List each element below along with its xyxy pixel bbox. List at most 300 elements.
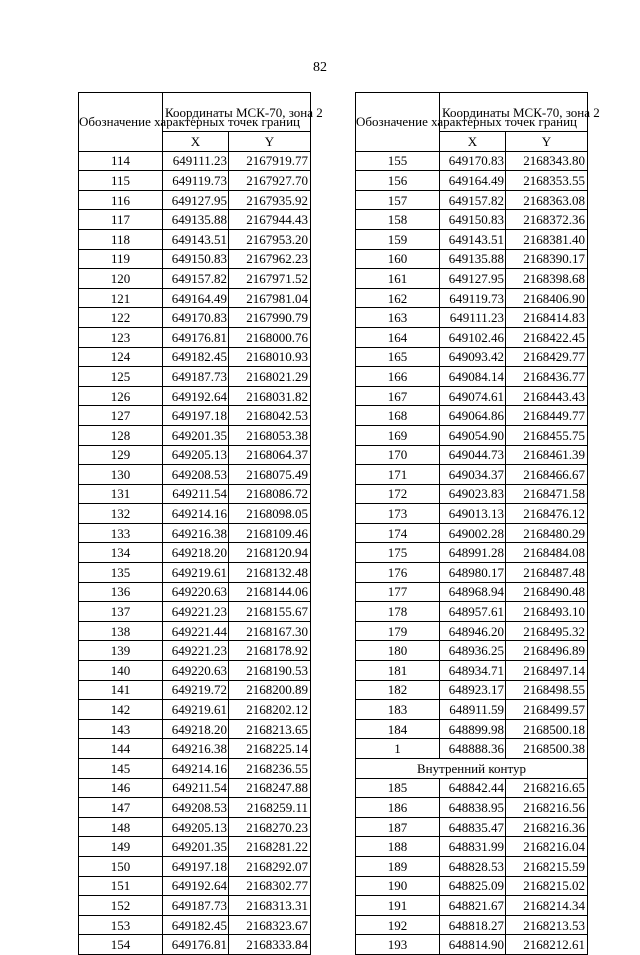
point-id-cell: 191 [356,896,440,916]
point-id-cell: 128 [79,425,163,445]
y-coordinate-cell: 2168490.48 [506,582,588,602]
x-coordinate-cell: 648821.67 [440,896,506,916]
table-row [356,778,588,798]
y-coordinate-cell: 2168466.67 [506,465,588,485]
x-coordinate-cell: 648946.20 [440,621,506,641]
x-coordinate-cell: 649127.95 [163,190,229,210]
x-coordinate-cell: 649221.23 [163,602,229,622]
table-row [79,269,311,289]
table-row [356,661,588,681]
point-id-cell: 179 [356,621,440,641]
table-row [79,661,311,681]
point-id-cell: 166 [356,367,440,387]
x-coordinate-cell: 649220.63 [163,661,229,681]
y-coordinate-cell: 2168190.53 [229,661,311,681]
table-row [79,798,311,818]
table-row [356,190,588,210]
point-id-cell: 142 [79,700,163,720]
table-row [79,445,311,465]
table-row [356,445,588,465]
x-coordinate-cell: 649002.28 [440,523,506,543]
x-coordinate-cell: 649084.14 [440,367,506,387]
table-row [356,327,588,347]
point-id-column-header: Обозначение характерных точек границ [356,93,440,152]
y-coordinate-cell: 2168132.48 [229,563,311,583]
x-column-header: X [440,132,506,152]
y-coordinate-cell: 2168216.36 [506,817,588,837]
point-id-cell: 189 [356,856,440,876]
x-coordinate-cell: 649218.20 [163,543,229,563]
y-coordinate-cell: 2168010.93 [229,347,311,367]
point-id-cell: 136 [79,582,163,602]
y-coordinate-cell: 2168497.14 [506,661,588,681]
point-id-cell: 167 [356,386,440,406]
point-id-cell: 127 [79,406,163,426]
table-row [356,347,588,367]
y-coordinate-cell: 2168343.80 [506,151,588,171]
y-coordinate-cell: 2168021.29 [229,367,311,387]
table-body-left [79,151,311,954]
x-coordinate-cell: 648936.25 [440,641,506,661]
table-row [356,621,588,641]
point-id-cell: 126 [79,386,163,406]
point-id-cell: 145 [79,759,163,779]
y-coordinate-cell: 2168259.11 [229,798,311,818]
x-coordinate-cell: 649218.20 [163,719,229,739]
y-coordinate-cell: 2168216.56 [506,798,588,818]
x-coordinate-cell: 649220.63 [163,582,229,602]
x-coordinate-cell: 649176.81 [163,327,229,347]
x-coordinate-cell: 648838.95 [440,798,506,818]
table-row [79,249,311,269]
y-coordinate-cell: 2168200.89 [229,680,311,700]
x-coordinate-cell: 648825.09 [440,876,506,896]
point-id-cell: 120 [79,269,163,289]
table-row [356,856,588,876]
x-coordinate-cell: 649187.73 [163,367,229,387]
y-coordinate-cell: 2168236.55 [229,759,311,779]
table-row [79,386,311,406]
x-coordinate-cell: 648957.61 [440,602,506,622]
point-id-cell: 161 [356,269,440,289]
table-row [79,876,311,896]
table-row [79,837,311,857]
y-coordinate-cell: 2167953.20 [229,229,311,249]
x-coordinate-cell: 649170.83 [163,308,229,328]
table-row [356,543,588,563]
y-coordinate-cell: 2168406.90 [506,288,588,308]
point-id-cell: 150 [79,856,163,876]
x-coordinate-cell: 648899.98 [440,719,506,739]
point-id-cell: 130 [79,465,163,485]
x-coordinate-cell: 649216.38 [163,739,229,759]
point-id-cell: 147 [79,798,163,818]
point-id-cell: 159 [356,229,440,249]
y-coordinate-cell: 2168500.18 [506,719,588,739]
table-row [79,935,311,955]
point-id-cell: 186 [356,798,440,818]
x-coordinate-cell: 649214.16 [163,759,229,779]
section-title: Внутренний контур [356,759,588,779]
table-row [79,190,311,210]
y-coordinate-cell: 2168398.68 [506,269,588,289]
x-coordinate-cell: 648968.94 [440,582,506,602]
point-id-cell: 116 [79,190,163,210]
x-coordinate-cell: 649211.54 [163,484,229,504]
y-coordinate-cell: 2168215.02 [506,876,588,896]
point-id-cell: 184 [356,719,440,739]
y-coordinate-cell: 2168449.77 [506,406,588,426]
point-id-cell: 144 [79,739,163,759]
y-coordinate-cell: 2168212.61 [506,935,588,955]
point-id-cell: 162 [356,288,440,308]
x-coordinate-cell: 649157.82 [163,269,229,289]
table-row [79,425,311,445]
x-coordinate-cell: 649216.38 [163,523,229,543]
y-coordinate-cell: 2168414.83 [506,308,588,328]
x-coordinate-cell: 648934.71 [440,661,506,681]
table-row [356,563,588,583]
table-row [356,700,588,720]
x-coordinate-cell: 649192.64 [163,386,229,406]
y-coordinate-cell: 2168372.36 [506,210,588,230]
table-row [356,269,588,289]
y-column-header: Y [506,132,588,152]
section-row [356,759,588,779]
y-coordinate-cell: 2168270.23 [229,817,311,837]
table-row [356,367,588,387]
point-id-cell: 148 [79,817,163,837]
point-id-cell: 183 [356,700,440,720]
point-id-cell: 1 [356,739,440,759]
x-coordinate-cell: 649127.95 [440,269,506,289]
point-id-cell: 121 [79,288,163,308]
point-id-cell: 114 [79,151,163,171]
table-row [79,543,311,563]
y-coordinate-cell: 2168381.40 [506,229,588,249]
point-id-cell: 141 [79,680,163,700]
point-id-cell: 118 [79,229,163,249]
table-row [79,896,311,916]
table-row [79,563,311,583]
point-id-cell: 158 [356,210,440,230]
x-coordinate-cell: 649208.53 [163,465,229,485]
coordinates-table-right [355,92,600,955]
y-coordinate-cell: 2168281.22 [229,837,311,857]
y-coordinate-cell: 2168215.59 [506,856,588,876]
y-coordinate-cell: 2168498.55 [506,680,588,700]
point-id-cell: 174 [356,523,440,543]
y-coordinate-cell: 2168493.10 [506,602,588,622]
coordinates-column-header: Координаты МСК-70, зона 2 [163,93,311,132]
x-coordinate-cell: 648923.17 [440,680,506,700]
table-body-right [356,151,588,954]
point-id-cell: 192 [356,915,440,935]
point-id-cell: 156 [356,171,440,191]
table-row [79,288,311,308]
table-row [356,308,588,328]
x-coordinate-cell: 648842.44 [440,778,506,798]
point-id-cell: 119 [79,249,163,269]
table-row [79,308,311,328]
y-coordinate-cell: 2168353.55 [506,171,588,191]
x-coordinate-cell: 649219.61 [163,563,229,583]
coordinates-column-header: Координаты МСК-70, зона 2 [440,93,588,132]
point-id-cell: 131 [79,484,163,504]
point-id-cell: 143 [79,719,163,739]
point-id-cell: 172 [356,484,440,504]
point-id-cell: 154 [79,935,163,955]
y-coordinate-cell: 2167990.79 [229,308,311,328]
x-coordinate-cell: 649044.73 [440,445,506,465]
table-row [79,778,311,798]
point-id-cell: 139 [79,641,163,661]
y-coordinate-cell: 2168429.77 [506,347,588,367]
point-id-cell: 190 [356,876,440,896]
y-coordinate-cell: 2168213.53 [506,915,588,935]
table-row [356,798,588,818]
point-id-cell: 160 [356,249,440,269]
table-row [79,739,311,759]
y-coordinate-cell: 2168247.88 [229,778,311,798]
x-coordinate-cell: 649150.83 [163,249,229,269]
y-coordinate-cell: 2167981.04 [229,288,311,308]
y-coordinate-cell: 2168120.94 [229,543,311,563]
table-row [79,582,311,602]
y-coordinate-cell: 2168363.08 [506,190,588,210]
x-coordinate-cell: 649111.23 [163,151,229,171]
x-coordinate-cell: 649054.90 [440,425,506,445]
y-coordinate-cell: 2168144.06 [229,582,311,602]
coordinates-table-left [78,92,323,955]
x-coordinate-cell: 649201.35 [163,837,229,857]
table-row [79,700,311,720]
y-coordinate-cell: 2168487.48 [506,563,588,583]
x-coordinate-cell: 649192.64 [163,876,229,896]
table-row [356,425,588,445]
point-id-cell: 129 [79,445,163,465]
table-row [356,406,588,426]
table-row [356,602,588,622]
y-coordinate-cell: 2168167.30 [229,621,311,641]
x-coordinate-cell: 648828.53 [440,856,506,876]
y-coordinate-cell: 2168313.31 [229,896,311,916]
table-row [356,837,588,857]
y-coordinate-cell: 2168053.38 [229,425,311,445]
point-id-cell: 152 [79,896,163,916]
x-coordinate-cell: 649214.16 [163,504,229,524]
x-coordinate-cell: 649176.81 [163,935,229,955]
x-coordinate-cell: 648991.28 [440,543,506,563]
x-coordinate-cell: 649197.18 [163,406,229,426]
point-id-cell: 182 [356,680,440,700]
table-row [79,327,311,347]
y-coordinate-cell: 2168109.46 [229,523,311,543]
table-row [79,484,311,504]
x-coordinate-cell: 649205.13 [163,817,229,837]
table-row [79,719,311,739]
y-coordinate-cell: 2168455.75 [506,425,588,445]
y-coordinate-cell: 2168323.67 [229,915,311,935]
point-id-cell: 157 [356,190,440,210]
y-coordinate-cell: 2168495.32 [506,621,588,641]
y-coordinate-cell: 2168075.49 [229,465,311,485]
y-coordinate-cell: 2168292.07 [229,856,311,876]
y-coordinate-cell: 2168443.43 [506,386,588,406]
table-row [356,210,588,230]
x-coordinate-cell: 649135.88 [440,249,506,269]
table-row [79,915,311,935]
x-coordinate-cell: 649219.72 [163,680,229,700]
point-id-cell: 180 [356,641,440,661]
x-coordinate-cell: 649208.53 [163,798,229,818]
x-coordinate-cell: 649211.54 [163,778,229,798]
x-coordinate-cell: 649034.37 [440,465,506,485]
table-row [356,719,588,739]
x-coordinate-cell: 649201.35 [163,425,229,445]
table-row [79,759,311,779]
point-id-cell: 193 [356,935,440,955]
table-row [356,817,588,837]
y-coordinate-cell: 2168436.77 [506,367,588,387]
point-id-cell: 168 [356,406,440,426]
y-coordinate-cell: 2168496.89 [506,641,588,661]
table-row [79,856,311,876]
y-coordinate-cell: 2168216.04 [506,837,588,857]
x-coordinate-cell: 648980.17 [440,563,506,583]
y-coordinate-cell: 2168155.67 [229,602,311,622]
table-row [79,367,311,387]
y-coordinate-cell: 2168461.39 [506,445,588,465]
table-row [356,229,588,249]
x-coordinate-cell: 649143.51 [440,229,506,249]
y-coordinate-cell: 2167944.43 [229,210,311,230]
point-id-cell: 177 [356,582,440,602]
x-coordinate-cell: 649074.61 [440,386,506,406]
point-id-cell: 135 [79,563,163,583]
y-coordinate-cell: 2167927.70 [229,171,311,191]
x-coordinate-cell: 649164.49 [440,171,506,191]
point-id-cell: 164 [356,327,440,347]
point-id-cell: 178 [356,602,440,622]
y-coordinate-cell: 2167919.77 [229,151,311,171]
y-coordinate-cell: 2168098.05 [229,504,311,524]
y-coordinate-cell: 2168471.58 [506,484,588,504]
x-coordinate-cell: 649013.13 [440,504,506,524]
y-coordinate-cell: 2167971.52 [229,269,311,289]
y-coordinate-cell: 2168031.82 [229,386,311,406]
point-id-cell: 163 [356,308,440,328]
x-coordinate-cell: 649221.23 [163,641,229,661]
table-row [79,465,311,485]
table-row [79,621,311,641]
x-coordinate-cell: 649135.88 [163,210,229,230]
table-row [79,151,311,171]
y-coordinate-cell: 2168484.08 [506,543,588,563]
x-coordinate-cell: 649064.86 [440,406,506,426]
table-row [79,347,311,367]
table-row [356,876,588,896]
table-row [356,896,588,916]
y-coordinate-cell: 2168178.92 [229,641,311,661]
y-coordinate-cell: 2167962.23 [229,249,311,269]
x-coordinate-cell: 649119.73 [440,288,506,308]
point-id-cell: 132 [79,504,163,524]
x-coordinate-cell: 649182.45 [163,347,229,367]
table-row [356,680,588,700]
point-id-cell: 125 [79,367,163,387]
table-row [356,249,588,269]
table-row [79,504,311,524]
point-id-cell: 188 [356,837,440,857]
table-row [356,523,588,543]
point-id-cell: 137 [79,602,163,622]
table-row [356,171,588,191]
table-row [79,523,311,543]
table-row [356,504,588,524]
point-id-cell: 117 [79,210,163,230]
table-row [356,288,588,308]
x-coordinate-cell: 649187.73 [163,896,229,916]
y-coordinate-cell: 2168476.12 [506,504,588,524]
page-number: 82 [313,60,327,75]
point-id-cell: 138 [79,621,163,641]
point-id-cell: 115 [79,171,163,191]
y-coordinate-cell: 2168480.29 [506,523,588,543]
y-coordinate-cell: 2168213.65 [229,719,311,739]
point-id-cell: 170 [356,445,440,465]
x-coordinate-cell: 649102.46 [440,327,506,347]
x-coordinate-cell: 649093.42 [440,347,506,367]
point-id-cell: 153 [79,915,163,935]
x-coordinate-cell: 648818.27 [440,915,506,935]
y-coordinate-cell: 2168225.14 [229,739,311,759]
y-coordinate-cell: 2168500.38 [506,739,588,759]
table-row [356,465,588,485]
x-coordinate-cell: 648831.99 [440,837,506,857]
point-id-cell: 175 [356,543,440,563]
x-coordinate-cell: 649197.18 [163,856,229,876]
x-coordinate-cell: 648888.36 [440,739,506,759]
y-coordinate-cell: 2168202.12 [229,700,311,720]
table-row [356,641,588,661]
point-id-cell: 187 [356,817,440,837]
table-row [79,171,311,191]
x-coordinate-cell: 649023.83 [440,484,506,504]
x-coordinate-cell: 649119.73 [163,171,229,191]
x-coordinate-cell: 648835.47 [440,817,506,837]
y-coordinate-cell: 2168499.57 [506,700,588,720]
table-row [356,151,588,171]
point-id-cell: 140 [79,661,163,681]
x-coordinate-cell: 649219.61 [163,700,229,720]
table-row [79,406,311,426]
table-row [356,386,588,406]
point-id-cell: 173 [356,504,440,524]
x-coordinate-cell: 649205.13 [163,445,229,465]
point-id-cell: 155 [356,151,440,171]
y-coordinate-cell: 2167935.92 [229,190,311,210]
point-id-cell: 171 [356,465,440,485]
table-row [79,602,311,622]
point-id-cell: 124 [79,347,163,367]
table-row [79,229,311,249]
point-id-cell: 165 [356,347,440,367]
table-row [356,739,588,759]
point-id-cell: 169 [356,425,440,445]
point-id-cell: 133 [79,523,163,543]
point-id-cell: 185 [356,778,440,798]
